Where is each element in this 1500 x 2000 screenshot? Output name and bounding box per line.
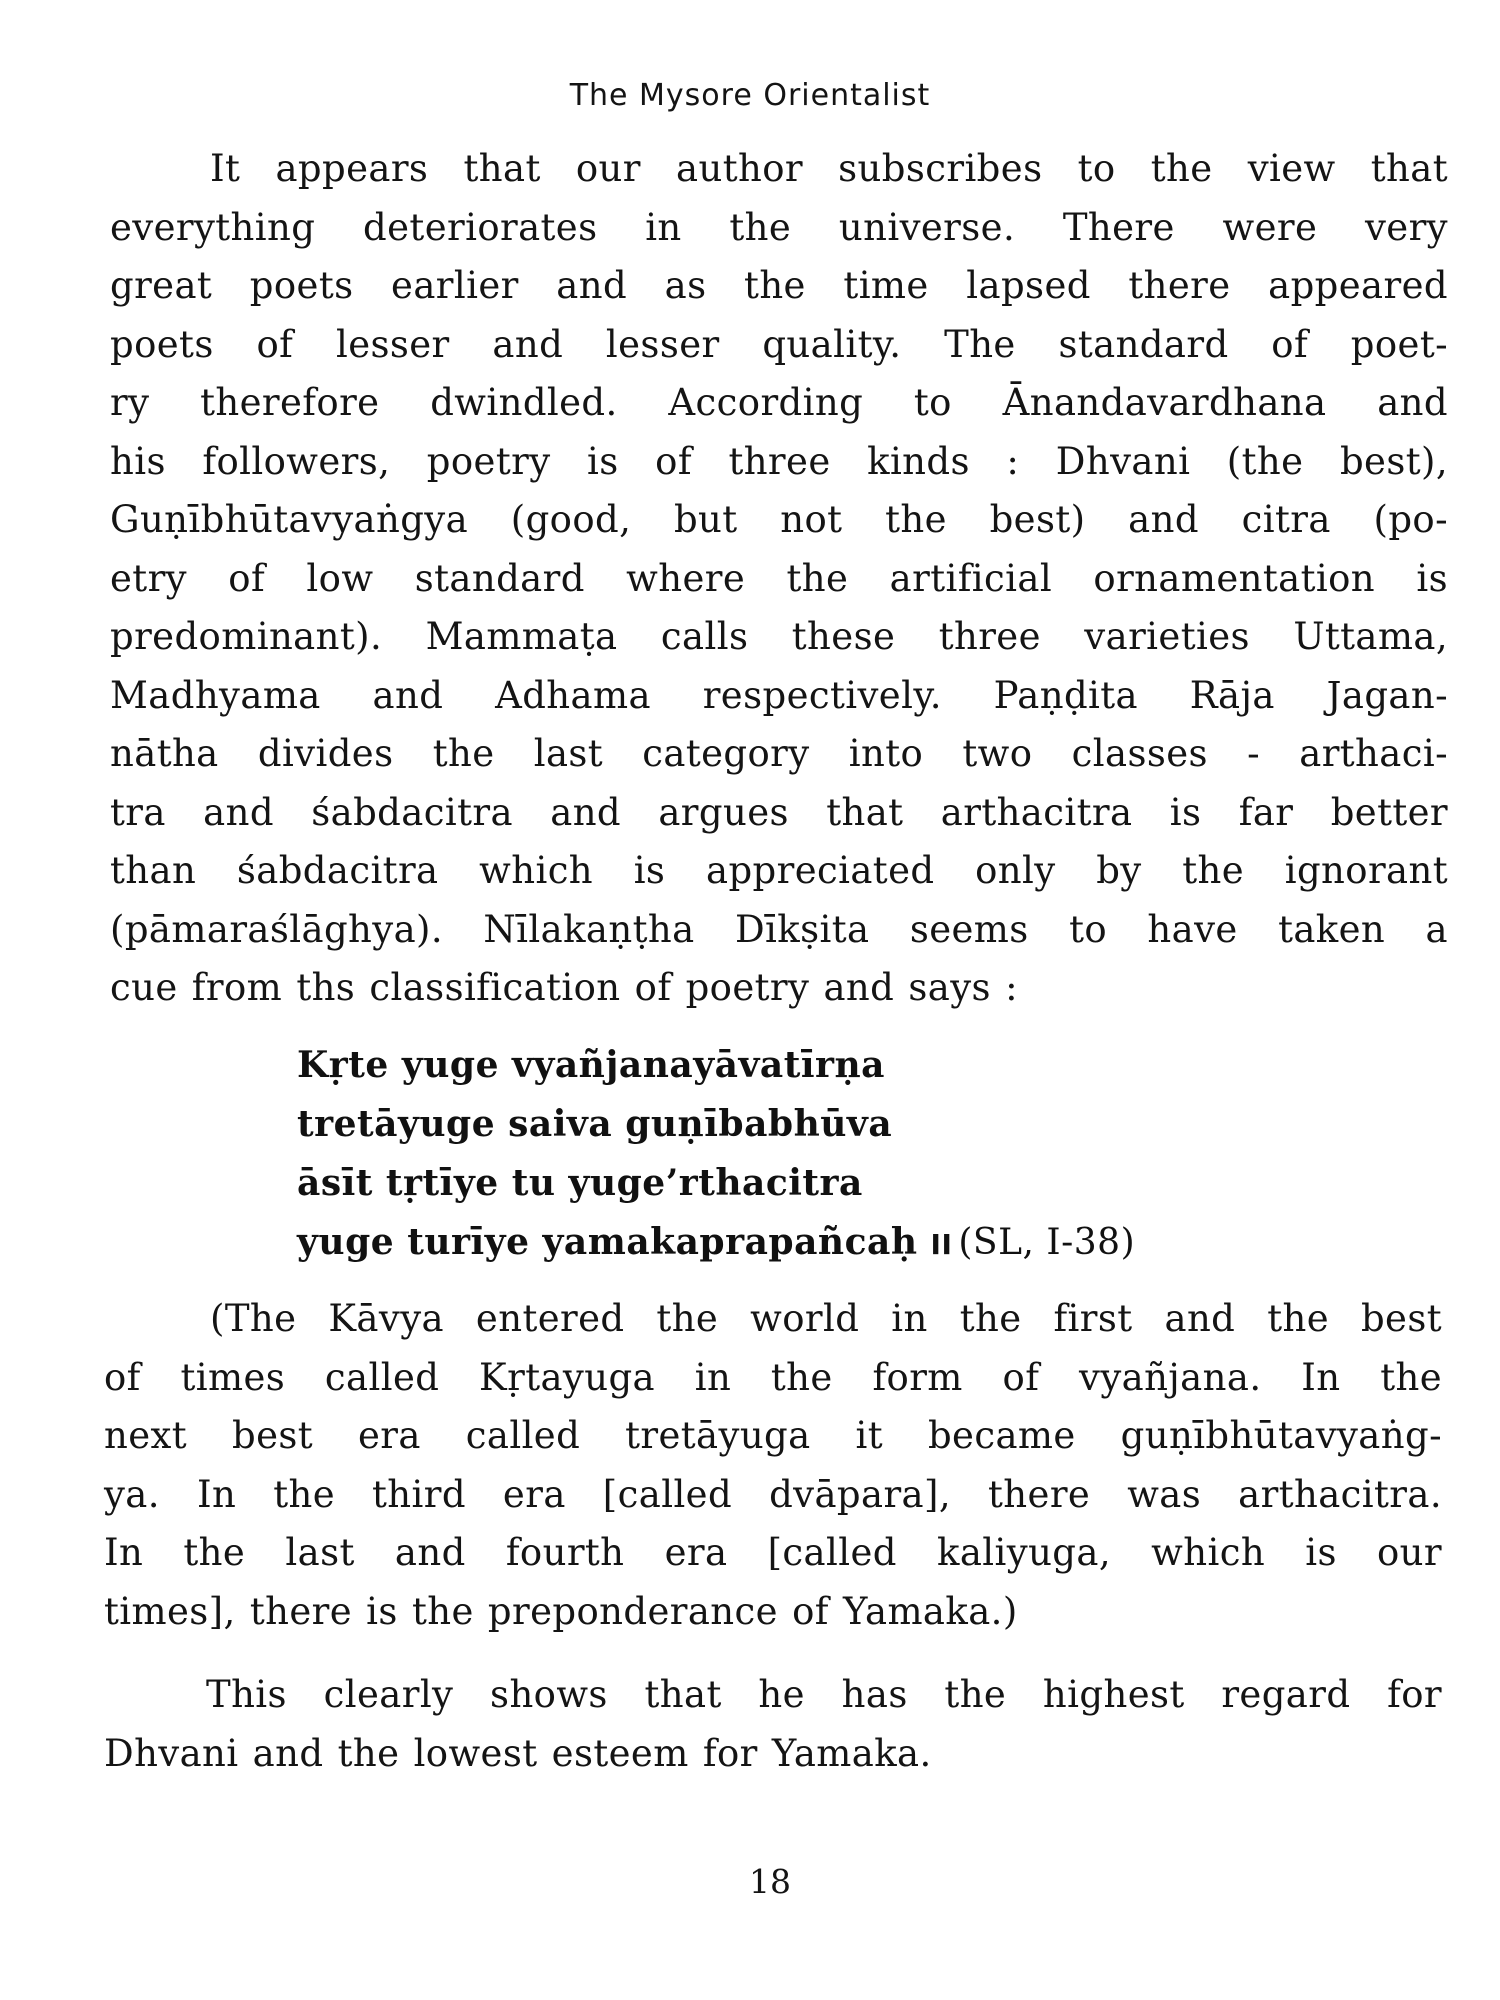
verse-line: tretāyuge saiva guṇībabhūva	[297, 1103, 893, 1145]
paragraph-line: nātha divides the last category into two classes - arthaci-	[110, 732, 1448, 775]
paragraph-line: ya. In the third era [called dvāpara], there was arthacitra.	[104, 1472, 1442, 1516]
paragraph-line: everything deteriorates in the universe. There were very	[110, 205, 1448, 249]
paragraph-line: In the last and fourth era [called kaliyuga, which is our	[104, 1531, 1442, 1574]
paragraph-line: times], there is the preponderance of Yamaka.)	[104, 1589, 1018, 1633]
paragraph-line: etry of low standard where the artificial ornamentation is	[110, 556, 1448, 600]
paragraph-line: (pāmaraślāghya). Nīlakaṇṭha Dīkṣita seems to have taken a	[110, 907, 1448, 951]
paragraph-line: (The Kāvya entered the world in the first and the best	[210, 1297, 1442, 1340]
paragraph-line: Guṇībhūtavyaṅgya (good, but not the best) and citra (po-	[110, 498, 1448, 541]
paragraph-line: Dhvani and the lowest esteem for Yamaka.	[104, 1731, 932, 1775]
paragraph-line: next best era called tretāyuga it became guṇībhūtavyaṅg-	[104, 1414, 1442, 1457]
paragraph-line: It appears that our author subscribes to the view that	[210, 147, 1448, 190]
paragraph-line: predominant). Mammaṭa calls these three varieties Uttama,	[110, 615, 1448, 658]
paragraph-3	[104, 1666, 1442, 1783]
paragraph-line: of times called Kṛtayuga in the form of vyañjana. In the	[104, 1355, 1442, 1399]
paragraph-line: Madhyama and Adhama respectively. Paṇḍita Rāja Jagan-	[110, 673, 1448, 717]
running-head: The Mysore Orientalist	[569, 78, 931, 113]
double-danda: II	[930, 1228, 953, 1261]
paragraph-1	[110, 140, 1448, 1018]
verse-line: Kṛte yuge vyañjanayāvatīrṇa	[297, 1044, 885, 1086]
paragraph-line: tra and śabdacitra and argues that arthacitra is far better	[110, 790, 1448, 834]
paragraph-line: ry therefore dwindled. According to Ānandavardhana and	[110, 381, 1448, 424]
paragraph-line: his followers, poetry is of three kinds : Dhvani (the best),	[110, 439, 1448, 483]
verse-line-final	[297, 1213, 1135, 1274]
paragraph-line: This clearly shows that he has the highest regard for	[206, 1673, 1442, 1716]
paragraph-line: great poets earlier and as the time lapsed there appeared	[110, 264, 1448, 307]
page-number: 18	[749, 1862, 791, 1901]
verse-line: yuge turīye yamakaprapañcaḥ	[297, 1221, 918, 1263]
verse-line: āsīt tṛtīye tu yuge’rthacitra	[297, 1162, 863, 1204]
paragraph-line: than śabdacitra which is appreciated only by the ignorant	[110, 849, 1448, 892]
verse-citation: (SL, I-38)	[958, 1222, 1136, 1263]
paragraph-line: cue from ths classification of poetry and says :	[110, 966, 1018, 1009]
paragraph-2	[104, 1290, 1442, 1641]
paragraph-line: poets of lesser and lesser quality. The standard of poet-	[110, 322, 1448, 366]
sanskrit-verse	[297, 1036, 1135, 1274]
